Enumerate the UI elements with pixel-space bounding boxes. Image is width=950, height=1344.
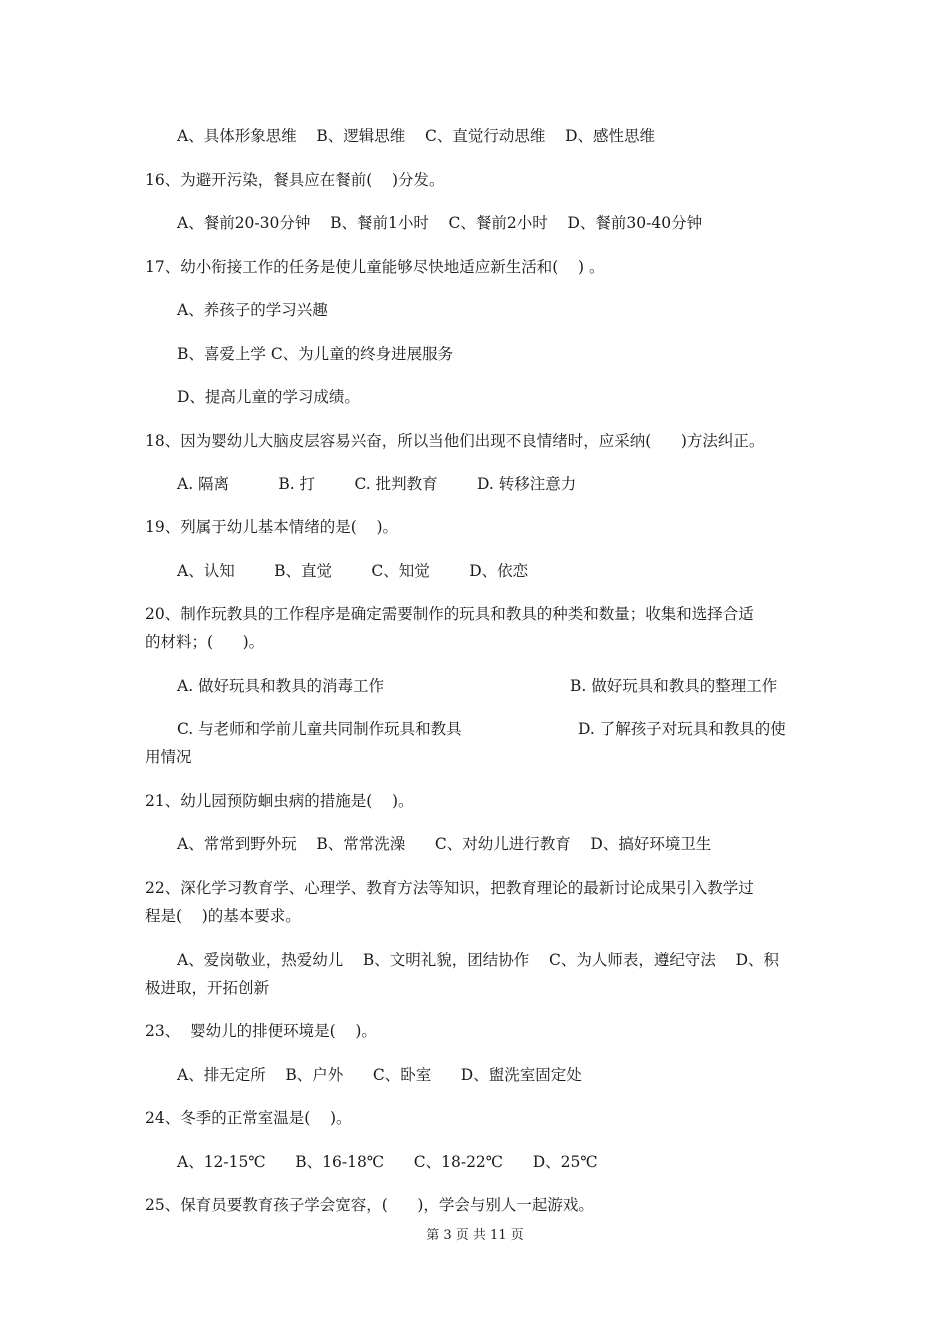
q22-options-cont: 极进取，开拓创新 [145,979,270,997]
q23-stem: 23、 婴幼儿的排便环境是( )。 [145,1022,377,1040]
q20-option-d-cont: 用情况 [145,748,192,766]
q17-stem: 17、幼小衔接工作的任务是使儿童能够尽快地适应新生活和( ) 。 [145,258,605,276]
q20-option-a: A. 做好玩具和教具的消毒工作 [177,677,385,695]
q16-stem: 16、为避开污染，餐具应在餐前( )分发。 [145,171,445,189]
q19-stem: 19、列属于幼儿基本情绪的是( )。 [145,518,399,536]
q20-option-b: B. 做好玩具和教具的整理工作 [570,677,778,695]
q18-stem: 18、因为婴幼儿大脑皮层容易兴奋，所以当他们出现不良情绪时，应采纳( )方法纠正。 [145,432,765,450]
q21-stem: 21、幼儿园预防蛔虫病的措施是( )。 [145,792,414,810]
q17-option-bc: B、喜爱上学 C、为儿童的终身进展服务 [177,345,454,363]
q21-options: A、常常到野外玩 B、常常洗澡 C、对幼儿进行教育 D、搞好环境卫生 [177,835,712,853]
q24-stem: 24、冬季的正常室温是( )。 [145,1109,352,1127]
q16-options: A、餐前20-30分钟 B、餐前1小时 C、餐前2小时 D、餐前30-40分钟 [177,214,703,232]
q23-options: A、排无定所 B、户外 C、卧室 D、盥洗室固定处 [177,1066,582,1084]
q20-stem-line2: 的材料；( )。 [145,633,265,651]
page-footer: 第 3 页 共 11 页 [426,1228,524,1243]
q20-option-d: D. 了解孩子对玩具和教具的使 [578,720,786,738]
q24-options: A、12-15℃ B、16-18℃ C、18-22℃ D、25℃ [177,1153,598,1171]
q25-stem: 25、保育员要教育孩子学会宽容，( )，学会与别人一起游戏。 [145,1196,594,1214]
q15-options: A、具体形象思维 B、逻辑思维 C、直觉行动思维 D、感性思维 [177,127,655,145]
q22-stem-line1: 22、深化学习教育学、心理学、教育方法等知识，把教育理论的最新讨论成果引入教学过 [145,879,754,897]
q22-stem-line2: 程是( )的基本要求。 [145,907,301,925]
q20-stem-line1: 20、制作玩教具的工作程序是确定需要制作的玩具和教具的种类和数量；收集和选择合适 [145,605,754,623]
q19-options: A、认知 B、直觉 C、知觉 D、依恋 [177,562,529,580]
q17-option-d: D、提高儿童的学习成绩。 [177,388,360,406]
q22-options: A、爱岗敬业，热爱幼儿 B、文明礼貌，团结协作 C、为人师表，遵纪守法 D、积 [177,951,779,969]
q20-option-c: C. 与老师和学前儿童共同制作玩具和教具 [177,720,462,738]
q17-option-a: A、养孩子的学习兴趣 [177,301,328,319]
q18-options: A. 隔离 B. 打 C. 批判教育 D. 转移注意力 [177,475,577,493]
